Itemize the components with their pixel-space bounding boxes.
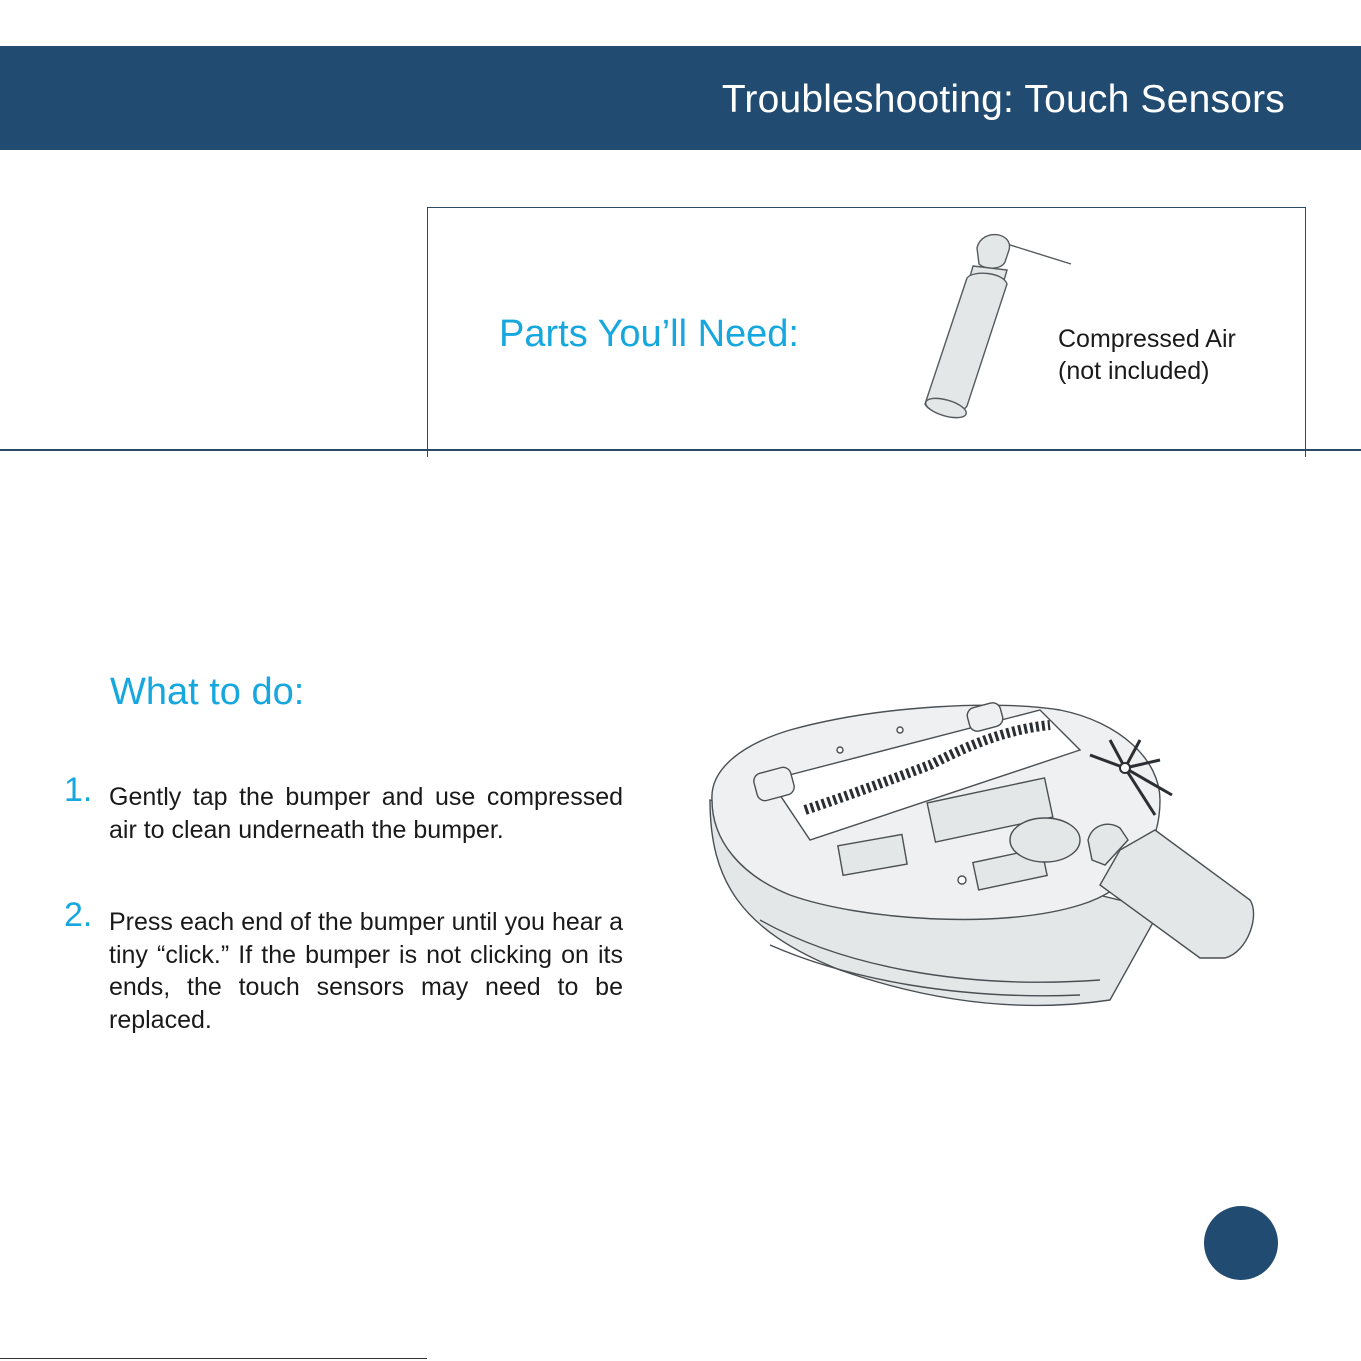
part-note: (not included) [1058,357,1210,385]
part-name: Compressed Air [1058,325,1236,353]
parts-heading: Parts You’ll Need: [499,313,799,355]
step-text: Gently tap the bumper and use compressed air to clean underneath the bumper. [109,783,623,844]
compressed-air-can-icon [915,226,1080,421]
section-divider [0,449,1361,451]
step-number: 2. [64,896,93,934]
step-number: 1. [64,771,93,809]
page-title: Troubleshooting: Touch Sensors [721,78,1285,121]
page-number-badge [1204,1206,1278,1280]
step-text: Press each end of the bumper until you hear a tiny “click.” If the bumper is not clicking on its ends, the touch sensors may need to be replaced. [109,908,623,1034]
robot-vacuum-illustration [700,690,1270,1020]
instructions-heading: What to do: [110,671,305,713]
footer-rule [0,1358,427,1359]
